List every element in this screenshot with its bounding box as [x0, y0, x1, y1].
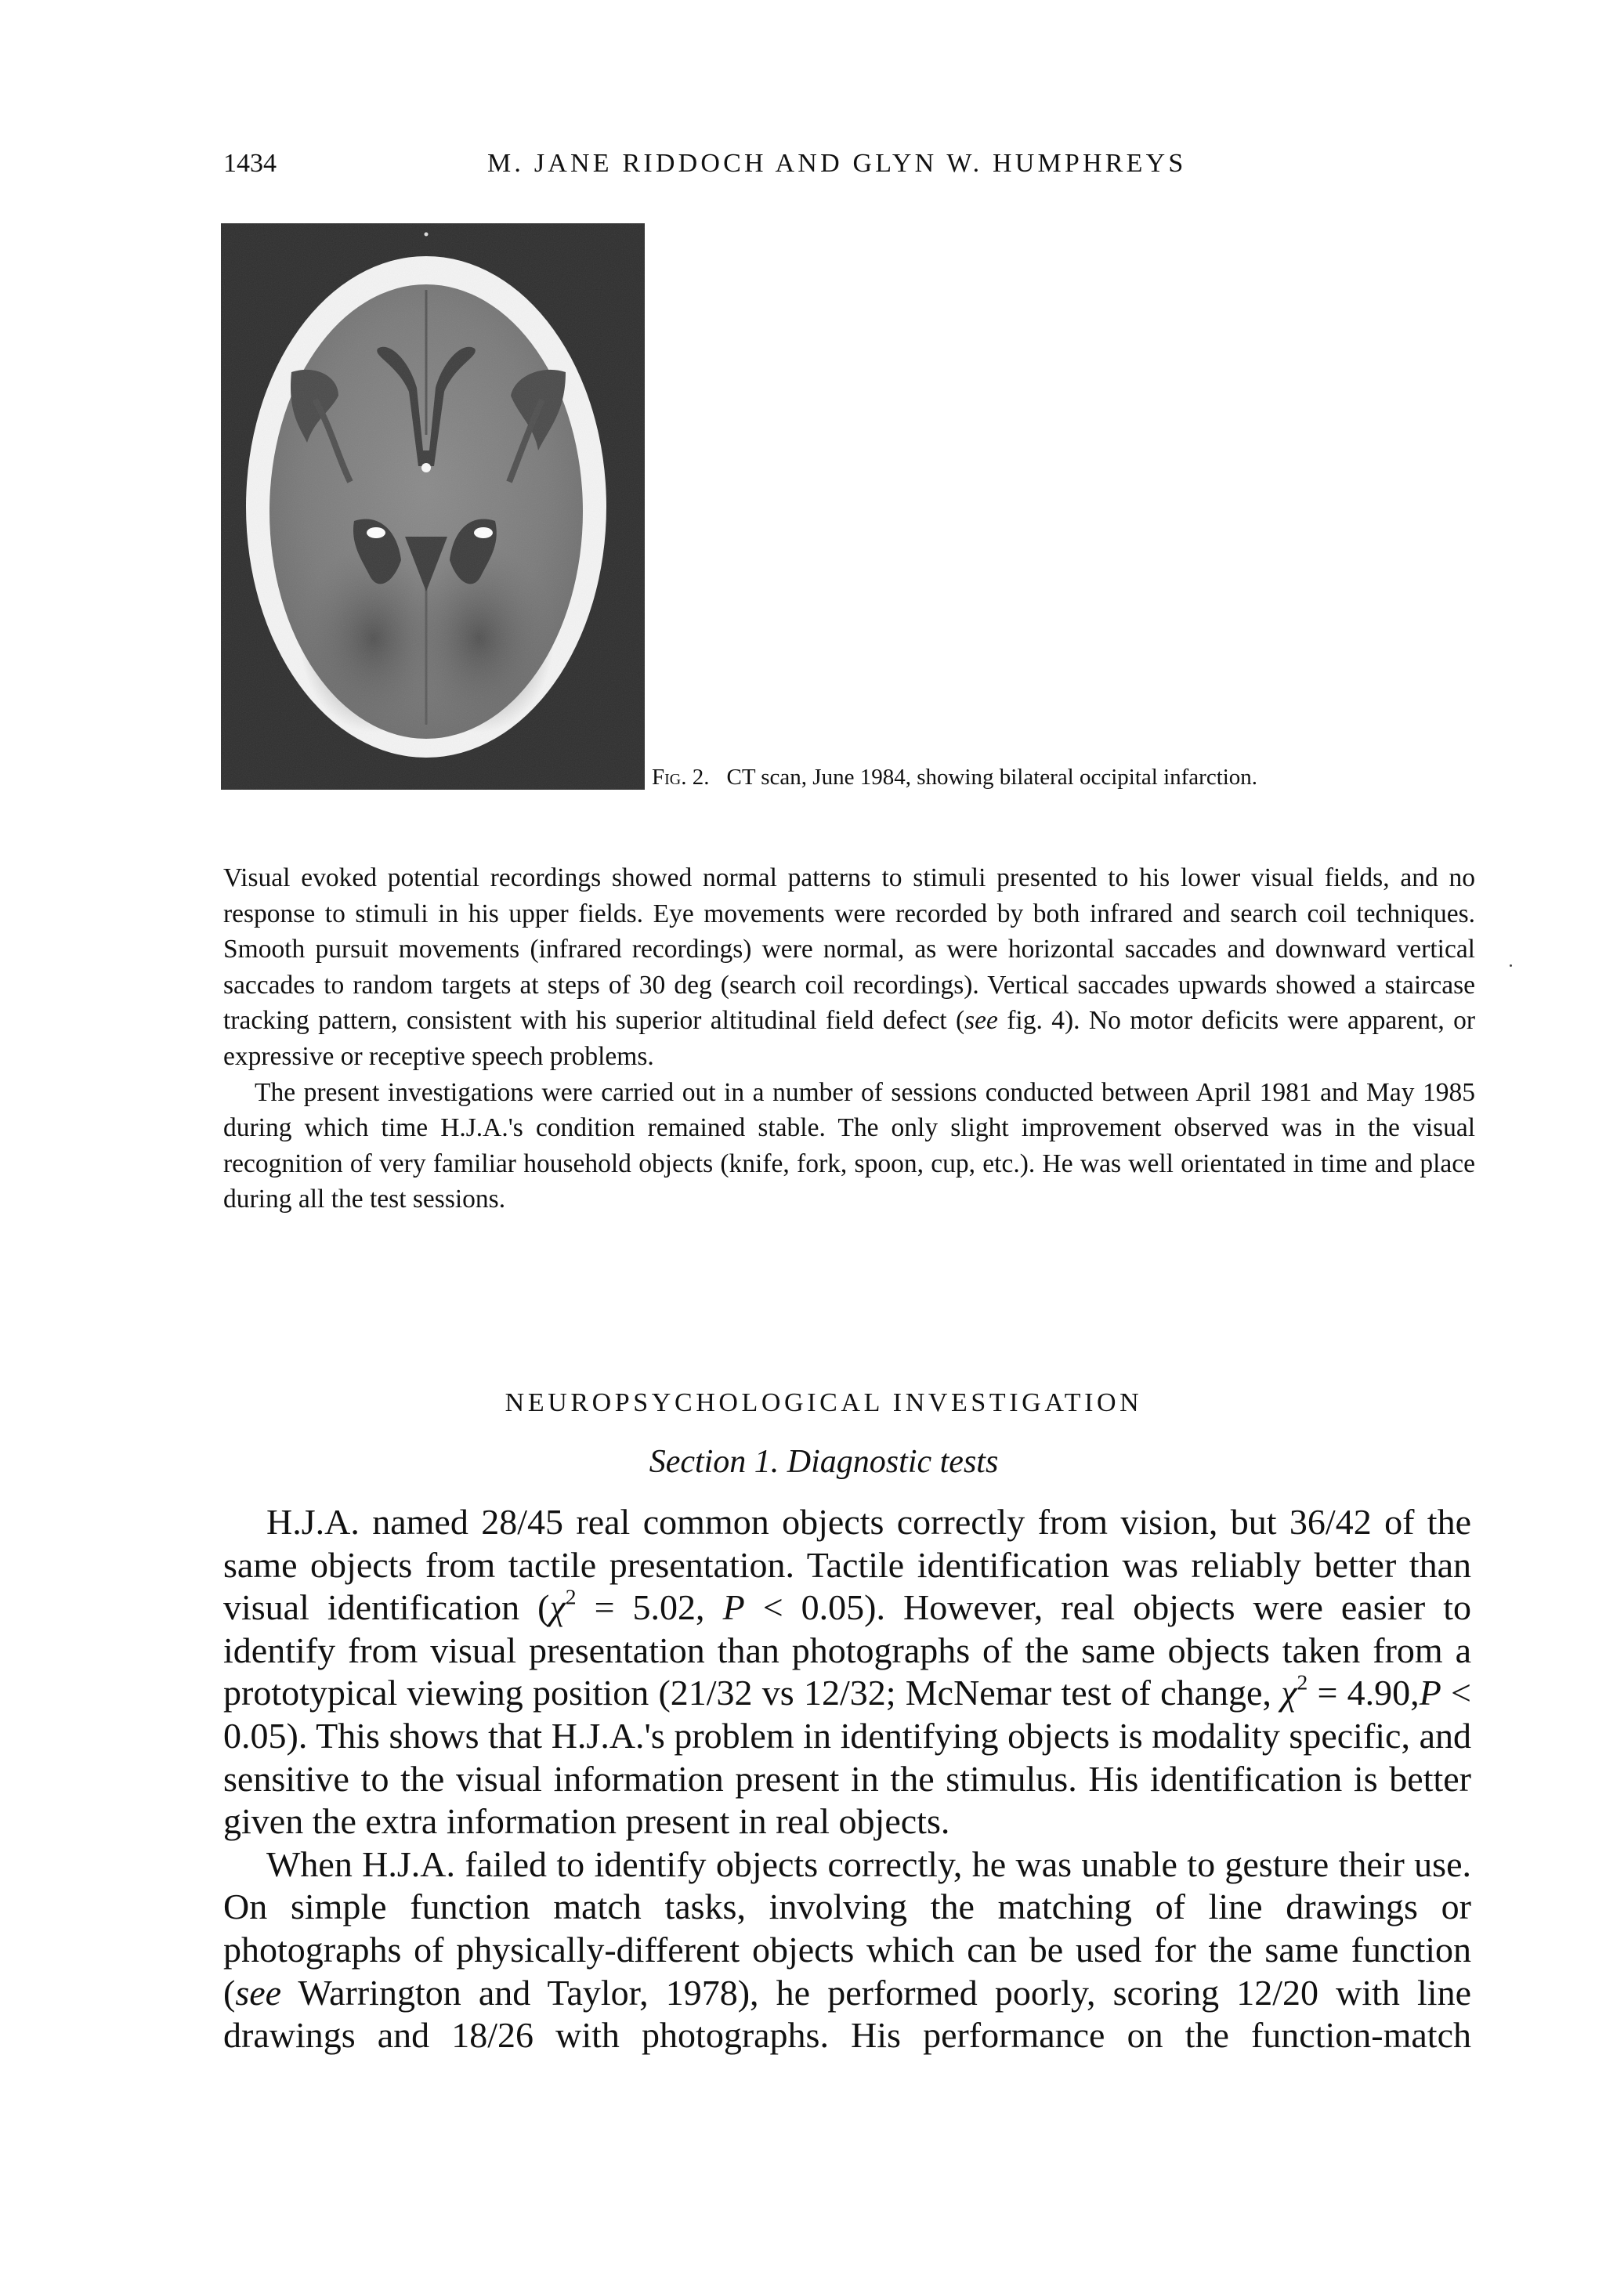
running-head: M. JANE RIDDOCH AND GLYN W. HUMPHREYS — [487, 149, 1187, 178]
figure-caption-text: CT scan, June 1984, showing bilateral occipital infarction. — [726, 765, 1258, 790]
subsection-heading: Section 1. Diagnostic tests — [649, 1444, 999, 1480]
paragraph-function-match: When H.J.A. failed to identify objects correctly, he was unable to gesture their use. On simple function match tasks, involving the matching of line drawings or photographs of physically-different objects which can be used for the same function (see Warrington and Taylor, 1978), he performed poorly, scoring 12/20 with line drawings and 18/26 with photographs. His performance on the function-match — [223, 1843, 1471, 2056]
scan-speck — [1510, 964, 1512, 967]
paragraph-object-naming: H.J.A. named 28/45 real common objects correctly from vision, but 36/42 of the same objects from tactile presentation. Tactile identification was reliably better than visual identification ($\chi^2 = 5.02$, P < 0.05). However, real objects were easier to identify from visual presentation than photographs of the same objects taken from a prototypical viewing position (21/32 vs 12/32; McNemar test of change, $\chi^2 = 4.90,P < 0.05$). This shows that H.J.A.'s problem in identifying objects is modality specific, and sensitive to the visual information present in the stimulus. His identification is better given the extra information present in real objects. — [223, 1502, 1471, 1842]
section-heading: NEUROPSYCHOLOGICAL INVESTIGATION — [505, 1388, 1143, 1417]
diagnostic-tests-text — [223, 1501, 1471, 2057]
paragraph-investigation-sessions: The present investigations were carried out in a number of sessions conducted between April 1981 and May 1985 during which time H.J.A.'s condition remained stable. The only slight improvement observed was in the visual recognition of very familiar household objects (knife, fork, spoon, cup, etc.). He was well orientated in time and place during all the test sessions. — [223, 1077, 1475, 1214]
figure-caption — [652, 765, 1257, 790]
figure-label: Fig. 2. — [652, 765, 710, 790]
clinical-description — [223, 860, 1475, 1217]
paragraph-visual-evoked-potentials: Visual evoked potential recordings showed normal patterns to stimuli presented to his lower visual fields, and no response to stimuli in his upper fields. Eye movements were recorded by both infrared and search coil techniques. Smooth pursuit movements (infrared recordings) were normal, as were horizontal saccades and downward vertical saccades to random targets at steps of 30 deg (search coil recordings). Vertical saccades upwards showed a staircase tracking pattern, consistent with his superior altitudinal field defect (see fig. 4). No motor deficits were apparent, or expressive or receptive speech problems. — [223, 863, 1475, 1071]
ct-scan-figure — [221, 223, 645, 790]
ct-scan-image — [221, 223, 645, 790]
page-number: 1434 — [223, 149, 277, 178]
